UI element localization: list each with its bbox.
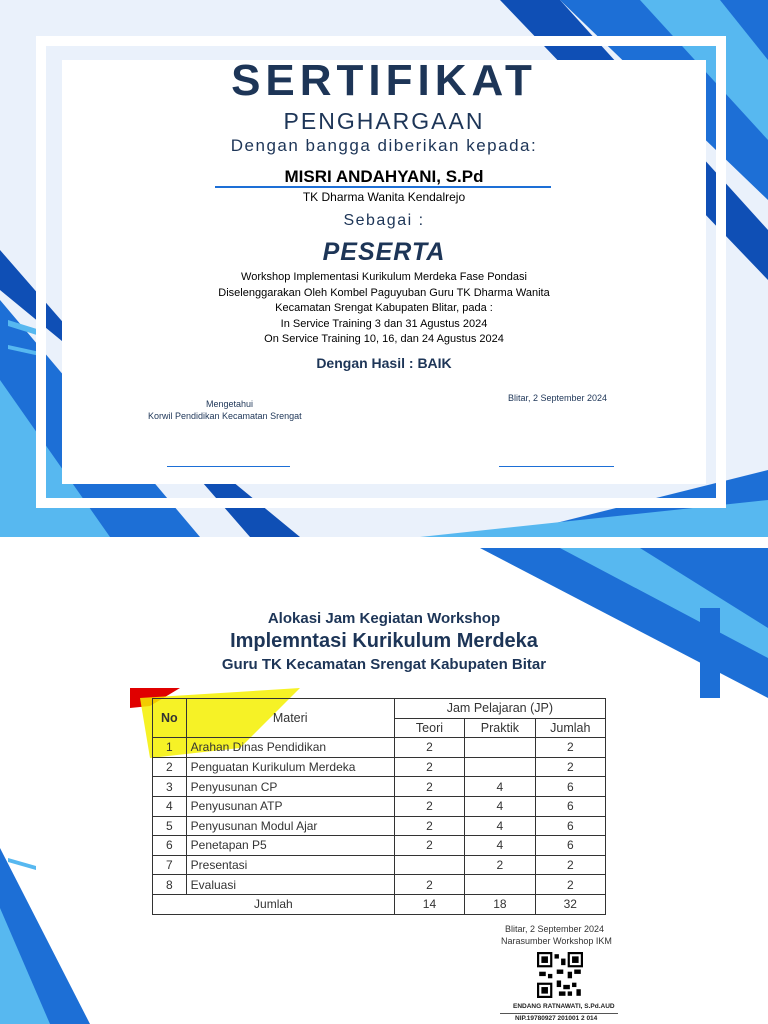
table-row xyxy=(153,875,606,895)
cell-teori: 2 xyxy=(394,796,464,816)
cell-praktik: 4 xyxy=(465,796,535,816)
total-teori: 14 xyxy=(394,894,464,914)
table-row xyxy=(153,738,606,758)
cell-praktik: 4 xyxy=(465,836,535,856)
recipient-name: MISRI ANDAHYANI, S.Pd xyxy=(284,167,484,186)
signature-line-right xyxy=(499,466,614,467)
table-row xyxy=(153,777,606,797)
total-row xyxy=(153,894,606,914)
allocation-place-date: Blitar, 2 September 2024 xyxy=(505,924,605,934)
cell-praktik xyxy=(465,757,535,777)
cell-praktik: 4 xyxy=(465,816,535,836)
cell-materi: Presentasi xyxy=(186,855,394,875)
cell-jumlah: 6 xyxy=(535,816,605,836)
cell-jumlah: 2 xyxy=(535,738,605,758)
cell-no: 7 xyxy=(153,855,187,875)
allocation-table xyxy=(152,698,606,915)
acknowledged-label: Mengetahui xyxy=(206,399,254,409)
cell-no: 4 xyxy=(153,796,187,816)
description-line: Diselenggarakan Oleh Kombel Paguyuban Guru TK Dharma Wanita xyxy=(218,286,550,299)
cell-teori xyxy=(394,855,464,875)
cell-materi: Penyusunan CP xyxy=(186,777,394,797)
description-line: In Service Training 3 dan 31 Agustus 2024 xyxy=(280,317,488,330)
table-header-row xyxy=(153,699,606,719)
cell-jumlah: 2 xyxy=(535,855,605,875)
cell-teori: 2 xyxy=(394,777,464,797)
allocation-subtitle: Guru TK Kecamatan Srengat Kabupaten Bitar xyxy=(221,656,547,673)
header-materi: Materi xyxy=(186,699,394,738)
cell-jumlah: 6 xyxy=(535,836,605,856)
allocation-heading: Alokasi Jam Kegiatan Workshop xyxy=(267,610,501,627)
total-label: Jumlah xyxy=(153,894,395,914)
cell-no: 1 xyxy=(153,738,187,758)
result-text: Dengan Hasil : BAIK xyxy=(316,355,452,371)
as-label: Sebagai : xyxy=(343,212,425,229)
allocation-title: Implemntasi Kurikulum Merdeka xyxy=(230,630,538,652)
cell-materi: Penetapan P5 xyxy=(186,836,394,856)
cell-teori: 2 xyxy=(394,738,464,758)
signer-nip: NIP.19780927 201001 2 014 xyxy=(515,1015,598,1022)
cell-no: 6 xyxy=(153,836,187,856)
cell-no: 3 xyxy=(153,777,187,797)
cell-materi: Penyusunan Modul Ajar xyxy=(186,816,394,836)
description-line: Kecamatan Srengat Kabupaten Blitar, pada : xyxy=(275,302,493,314)
cell-materi: Penyusunan ATP xyxy=(186,796,394,816)
certificate-subtitle: PENGHARGAAN xyxy=(283,108,485,134)
header-jp: Jam Pelajaran (JP) xyxy=(394,699,605,719)
signer-underline xyxy=(500,1013,618,1014)
table-row xyxy=(153,816,606,836)
given-to-text: Dengan bangga diberikan kepada: xyxy=(230,136,538,155)
cell-no: 5 xyxy=(153,816,187,836)
cell-materi: Penguatan Kurikulum Merdeka xyxy=(186,757,394,777)
certificate-title: SERTIFIKAT xyxy=(231,56,537,105)
signer-name: ENDANG RATNAWATI, S.Pd.AUD xyxy=(513,1003,615,1010)
cell-praktik xyxy=(465,875,535,895)
description-line: On Service Training 10, 16, dan 24 Agustus 2024 xyxy=(264,333,504,345)
place-date: Blitar, 2 September 2024 xyxy=(508,393,608,403)
cell-praktik: 4 xyxy=(465,777,535,797)
recipient-role: PESERTA xyxy=(322,238,446,266)
total-jumlah: 32 xyxy=(535,894,605,914)
cell-jumlah: 2 xyxy=(535,757,605,777)
header-teori: Teori xyxy=(394,718,464,738)
description-line: Workshop Implementasi Kurikulum Merdeka Fase Pondasi xyxy=(241,271,527,283)
signature-line-left xyxy=(167,466,290,467)
cell-jumlah: 6 xyxy=(535,777,605,797)
qr-code-icon xyxy=(537,952,583,998)
cell-teori: 2 xyxy=(394,757,464,777)
cell-teori: 2 xyxy=(394,816,464,836)
header-no: No xyxy=(153,699,187,738)
recipient-institution: TK Dharma Wanita Kendalrejo xyxy=(302,190,466,204)
cell-praktik: 2 xyxy=(465,855,535,875)
cell-teori: 2 xyxy=(394,875,464,895)
total-praktik: 18 xyxy=(465,894,535,914)
table-row xyxy=(153,836,606,856)
event-description xyxy=(0,270,768,348)
table-row xyxy=(153,796,606,816)
cell-materi: Evaluasi xyxy=(186,875,394,895)
name-underline xyxy=(215,186,551,188)
cell-jumlah: 2 xyxy=(535,875,605,895)
cell-praktik xyxy=(465,738,535,758)
cell-no: 2 xyxy=(153,757,187,777)
acknowledged-by: Korwil Pendidikan Kecamatan Srengat xyxy=(148,411,302,421)
table-row xyxy=(153,855,606,875)
cell-materi: Arahan Dinas Pendidikan xyxy=(186,738,394,758)
header-jumlah: Jumlah xyxy=(535,718,605,738)
cell-jumlah: 6 xyxy=(535,796,605,816)
signer-role: Narasumber Workshop IKM xyxy=(501,936,612,946)
cell-teori: 2 xyxy=(394,836,464,856)
header-praktik: Praktik xyxy=(465,718,535,738)
cell-no: 8 xyxy=(153,875,187,895)
table-row xyxy=(153,757,606,777)
